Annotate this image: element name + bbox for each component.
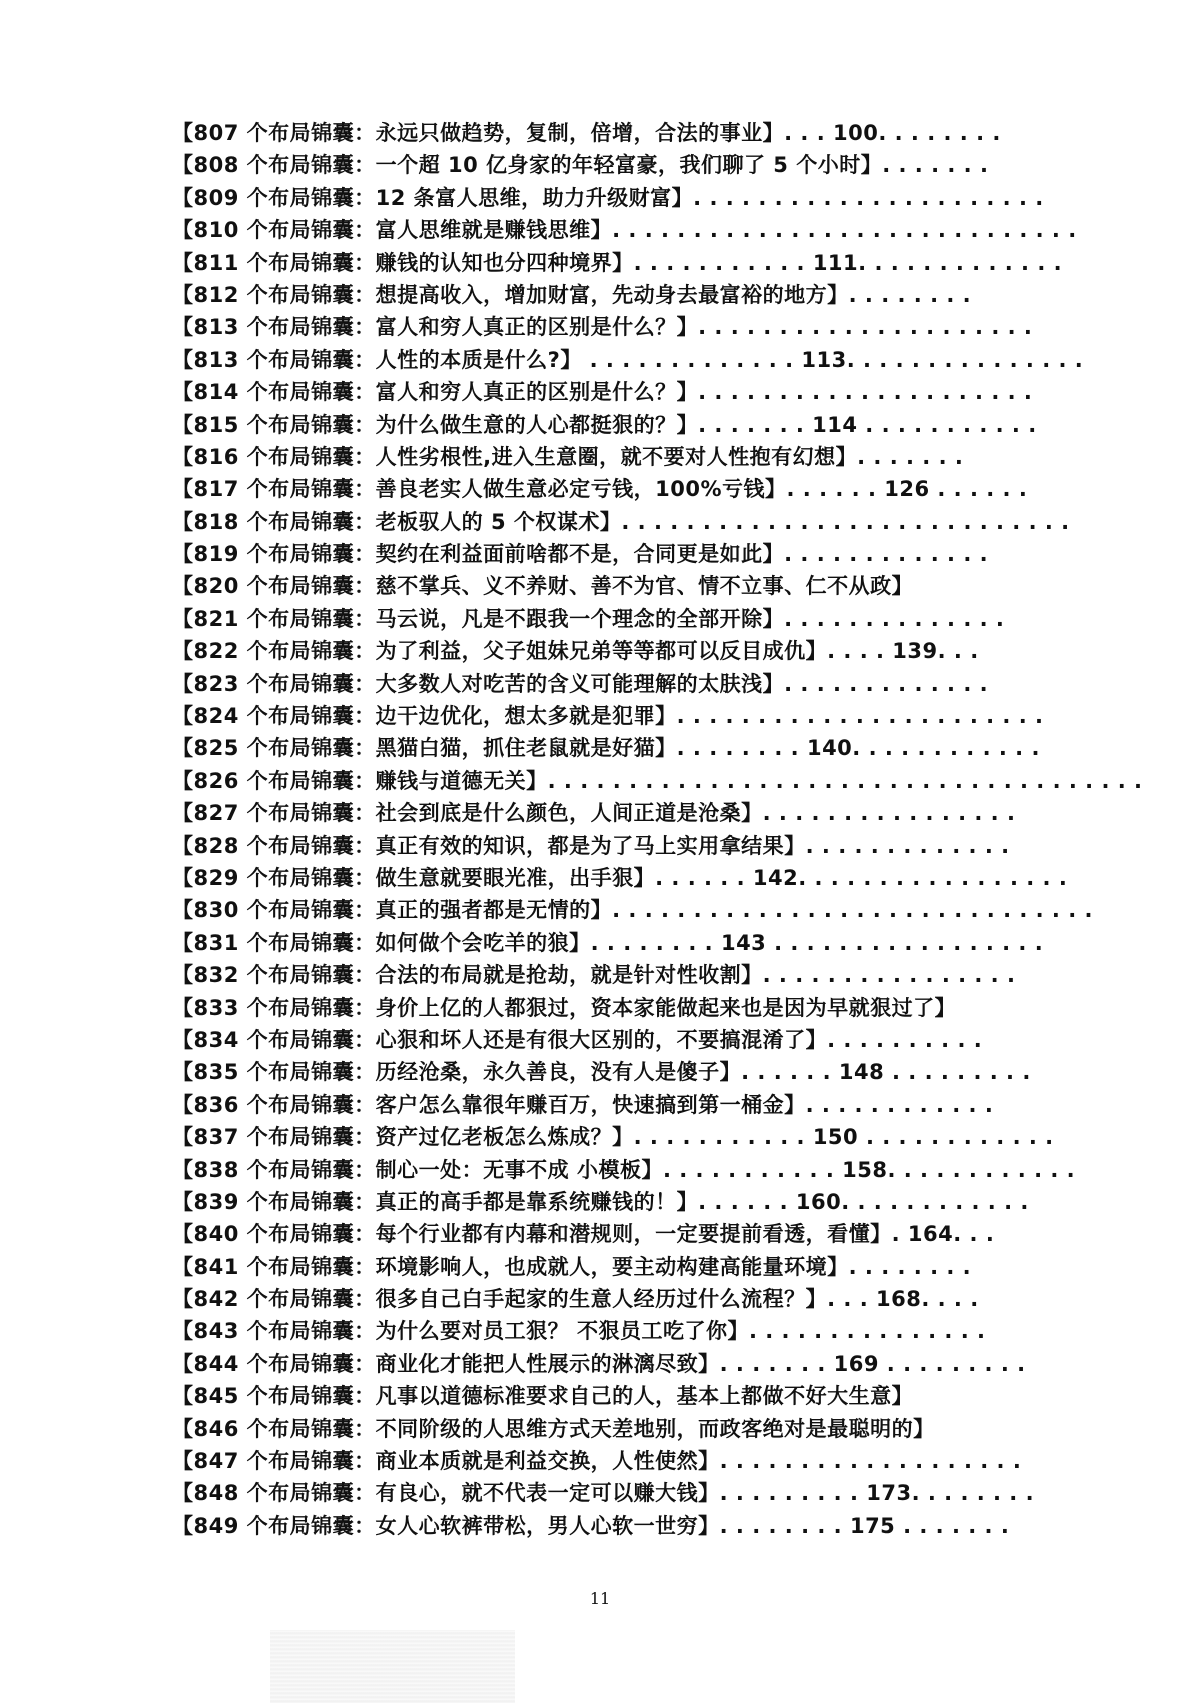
toc-entry: 【845 个布局锦囊：凡事以道德标准要求自己的人，基本上都做不好大生意】 (172, 1384, 914, 1409)
toc-entry: 【816 个布局锦囊：人性劣根性,进入生意圈，就不要对人性抱有幻想】. . . . . . . (172, 444, 964, 469)
toc-entry: 【832 个布局锦囊：合法的布局就是抢劫，就是针对性收割】. . . . . . . . . . . . . . . . (172, 963, 1016, 988)
toc-entry: 【817 个布局锦囊：善良老实人做生意必定亏钱，100%亏钱】. . . . . . 126 . . . . . . (172, 477, 1028, 502)
toc-entry: 【808 个布局锦囊：一个超 10 亿身家的年轻富豪，我们聊了 5 个小时】. . . . . . . (172, 153, 989, 178)
toc-entry: 【835 个布局锦囊：历经沧桑，永久善良，没有人是傻子】. . . . . . 148 . . . . . . . . . (172, 1060, 1031, 1085)
toc-entry: 【833 个布局锦囊：身价上亿的人都狠过，资本家能做起来也是因为早就狠过了】 (172, 995, 957, 1020)
toc-entry: 【822 个布局锦囊：为了利益，父子姐妹兄弟等等都可以反目成仇】. . . . 139. . . (172, 639, 979, 664)
toc-entry: 【837 个布局锦囊：资产过亿老板怎么炼成？】. . . . . . . . . . . 150 . . . . . . . . . . . . (172, 1125, 1054, 1150)
toc-entry: 【841 个布局锦囊：环境影响人，也成就人，要主动构建高能量环境】. . . . . . . . (172, 1254, 972, 1279)
toc-entry: 【836 个布局锦囊：客户怎么靠很年赚百万，快速搞到第一桶金】. . . . . . . . . . . . (172, 1092, 994, 1117)
toc-entry: 【813 个布局锦囊：人性的本质是什么?】 . . . . . . . . . . . . . 113. . . . . . . . . . . . . . . (172, 347, 1084, 372)
toc-entry: 【819 个布局锦囊：契约在利益面前啥都不是，合同更是如此】. . . . . . . . . . . . . (172, 542, 989, 567)
toc-entry: 【834 个布局锦囊：心狠和坏人还是有很大区别的，不要搞混淆了】. . . . . . . . . . (172, 1027, 983, 1052)
toc-entry: 【823 个布局锦囊：大多数人对吃苦的含义可能理解的太肤浅】. . . . . . . . . . . . . (172, 671, 989, 696)
toc-entry: 【848 个布局锦囊：有良心，就不代表一定可以赚大钱】. . . . . . . . . 173. . . . . . . . (172, 1481, 1035, 1506)
toc-entry: 【830 个布局锦囊：真正的强者都是无情的】. . . . . . . . . . . . . . . . . . . . . . . . . . . . . . (172, 898, 1093, 923)
toc-entry: 【843 个布局锦囊：为什么要对员工狠？ 不狠员工吃了你】. . . . . . . . . . . . . . . (172, 1319, 986, 1344)
toc-entry: 【811 个布局锦囊：赚钱的认知也分四种境界】. . . . . . . . . . . 111. . . . . . . . . . . . . (172, 250, 1063, 275)
toc-entry: 【825 个布局锦囊：黑猫白猫，抓住老鼠就是好猫】. . . . . . . . 140. . . . . . . . . . . . (172, 736, 1040, 761)
toc-entry: 【820 个布局锦囊：慈不掌兵、义不养财、善不为官、情不立事、仁不从政】 (172, 574, 914, 599)
toc-entry: 【829 个布局锦囊：做生意就要眼光准，出手狠】. . . . . . 142. . . . . . . . . . . . . . . . . (172, 865, 1068, 890)
toc-entry: 【813 个布局锦囊：富人和穷人真正的区别是什么？】. . . . . . . . . . . . . . . . . . . . . (172, 315, 1033, 340)
toc-entry: 【838 个布局锦囊：制心一处：无事不成 小模板】. . . . . . . . . . . 158. . . . . . . . . . . . (172, 1157, 1076, 1182)
scan-artifact (270, 1630, 515, 1703)
toc-entry: 【839 个布局锦囊：真正的高手都是靠系统赚钱的！】. . . . . . 160. . . . . . . . . . . . (172, 1189, 1029, 1214)
toc-entry: 【842 个布局锦囊：很多自己白手起家的生意人经历过什么流程？】. . . 168. . . . (172, 1287, 979, 1312)
toc-entry: 【844 个布局锦囊：商业化才能把人性展示的淋漓尽致】. . . . . . . 169 . . . . . . . . . (172, 1351, 1026, 1376)
toc-entry: 【826 个布局锦囊：赚钱与道德无关】. . . . . . . . . . . . . . . . . . . . . . . . . . . . . . . . . . . . . (172, 768, 1143, 793)
toc-entry: 【831 个布局锦囊：如何做个会吃羊的狼】. . . . . . . . 143 . . . . . . . . . . . . . . . . . (172, 930, 1044, 955)
toc-entry: 【849 个布局锦囊：女人心软裤带松，男人心软一世穷】. . . . . . . . 175 . . . . . . . (172, 1513, 1010, 1538)
toc-entry: 【807 个布局锦囊：永远只做趋势，复制，倍增，合法的事业】. . . 100. . . . . . . . (172, 121, 1001, 145)
toc-entry: 【812 个布局锦囊：想提高收入，增加财富，先动身去最富裕的地方】. . . . . . . . (172, 282, 972, 307)
toc-entry: 【828 个布局锦囊：真正有效的知识，都是为了马上实用拿结果】. . . . . . . . . . . . . (172, 833, 1010, 858)
toc-entry: 【814 个布局锦囊：富人和穷人真正的区别是什么？】. . . . . . . . . . . . . . . . . . . . . (172, 380, 1033, 405)
toc-entry: 【840 个布局锦囊：每个行业都有内幕和潜规则，一定要提前看透，看懂】. 164. . . (172, 1222, 995, 1247)
toc-entry: 【827 个布局锦囊：社会到底是什么颜色，人间正道是沧桑】. . . . . . . . . . . . . . . . (172, 801, 1016, 826)
toc-entry: 【847 个布局锦囊：商业本质就是利益交换，人性使然】. . . . . . . . . . . . . . . . . . . (172, 1449, 1022, 1474)
toc-entry: 【824 个布局锦囊：边干边优化，想太多就是犯罪】. . . . . . . . . . . . . . . . . . . . . . . (172, 704, 1044, 729)
toc-entry: 【818 个布局锦囊：老板驭人的 5 个权谋术】. . . . . . . . . . . . . . . . . . . . . . . . . . . . (172, 509, 1070, 534)
toc-entry: 【809 个布局锦囊：12 条富人思维，助力升级财富】. . . . . . . . . . . . . . . . . . . . . . (172, 185, 1044, 210)
toc-entry: 【821 个布局锦囊：马云说，凡是不跟我一个理念的全部开除】. . . . . . . . . . . . . . (172, 606, 1005, 631)
toc-entry: 【815 个布局锦囊：为什么做生意的人心都挺狠的？】. . . . . . . 114 . . . . . . . . . . . (172, 412, 1037, 437)
page-number: 11 (589, 1589, 611, 1608)
toc-entry: 【846 个布局锦囊：不同阶级的人思维方式天差地别，而政客绝对是最聪明的】 (172, 1416, 935, 1441)
table-of-contents (172, 117, 1143, 1542)
toc-entry: 【810 个布局锦囊：富人思维就是赚钱思维】. . . . . . . . . . . . . . . . . . . . . . . . . . . . . (172, 218, 1077, 243)
